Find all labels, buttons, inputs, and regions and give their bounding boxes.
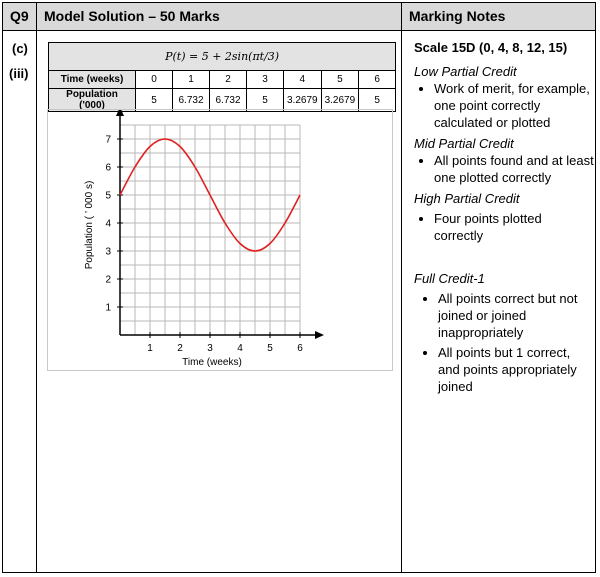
- y-tick-label: 7: [105, 134, 111, 146]
- x-axis-label: Time (weeks): [182, 357, 242, 368]
- formula-text: P(t) = 5 + 2sin(πt/3): [165, 50, 280, 63]
- chart-frame: [47, 109, 393, 371]
- chart-axes: [116, 110, 324, 339]
- scale-line: Scale 15D (0, 4, 8, 12, 15): [414, 40, 568, 55]
- table-cell: 4: [284, 71, 322, 89]
- note-item: • Four points plotted correctly: [434, 210, 594, 244]
- y-axis-arrow: [116, 110, 124, 116]
- y-tick-label: 2: [105, 274, 111, 286]
- note-item: • All points found and at least one plotted correctly: [434, 152, 594, 186]
- x-tick-label: 5: [267, 343, 273, 354]
- y-tick-label: 1: [105, 302, 111, 314]
- y-axis-label: Population ( ’ 000 s): [84, 180, 95, 270]
- table-cell: 6.732: [173, 89, 210, 112]
- table-cell: 3.2679: [284, 89, 322, 112]
- formula: [49, 43, 396, 71]
- table-cell: 3.2679: [321, 89, 359, 112]
- table-cell: 6.732: [210, 89, 247, 112]
- time-header: Time (weeks): [49, 71, 136, 89]
- level-name: Full Credit-1: [414, 271, 485, 286]
- population-chart: [48, 110, 392, 370]
- level-name: Mid Partial Credit: [414, 136, 514, 151]
- table-cell: 1: [173, 71, 210, 89]
- credit-level: [414, 190, 594, 244]
- column-divider: [36, 3, 37, 572]
- credit-level: [414, 135, 594, 186]
- table-cell: 6: [359, 71, 396, 89]
- x-tick-label: 2: [177, 343, 183, 354]
- table-cell: 2: [210, 71, 247, 89]
- level-name: High Partial Credit: [414, 191, 520, 206]
- x-axis-arrow: [315, 331, 324, 339]
- part-label: (c): [12, 41, 28, 56]
- chart-grid: [120, 125, 300, 335]
- x-tick-label: 3: [207, 343, 213, 354]
- y-tick-label: 4: [105, 218, 111, 230]
- x-tick-label: 1: [147, 343, 153, 354]
- level-name: Low Partial Credit: [414, 64, 517, 79]
- note-item: • Work of merit, for example, one point correctly calculated or plotted: [434, 80, 594, 131]
- note-item: • All points correct but not joined or joined inappropriately: [438, 290, 594, 341]
- question-number: Q9: [10, 8, 29, 24]
- credit-level: [414, 63, 594, 131]
- credit-level: [414, 270, 594, 395]
- table-cell: 3: [247, 71, 284, 89]
- y-tick-label: 5: [105, 190, 111, 202]
- marking-notes: [414, 39, 594, 399]
- table-cell: 0: [136, 71, 173, 89]
- table-cell: 5: [359, 89, 396, 112]
- table-cell: 5: [136, 89, 173, 112]
- note-item: • All points but 1 correct, and points appropriately joined: [438, 344, 594, 395]
- notes-title: Marking Notes: [409, 8, 506, 24]
- part-sublabel: (iii): [9, 66, 29, 81]
- y-tick-label: 6: [105, 162, 111, 174]
- table-cell: 5: [247, 89, 284, 112]
- solution-title: Model Solution – 50 Marks: [44, 8, 220, 24]
- table-cell: 5: [321, 71, 359, 89]
- values-table: [48, 42, 396, 112]
- population-header: Population ('000): [49, 89, 136, 112]
- column-divider: [401, 3, 402, 572]
- x-tick-label: 6: [297, 343, 303, 354]
- x-tick-label: 4: [237, 343, 243, 354]
- marking-scheme-table: [2, 2, 596, 573]
- y-tick-label: 3: [105, 246, 111, 258]
